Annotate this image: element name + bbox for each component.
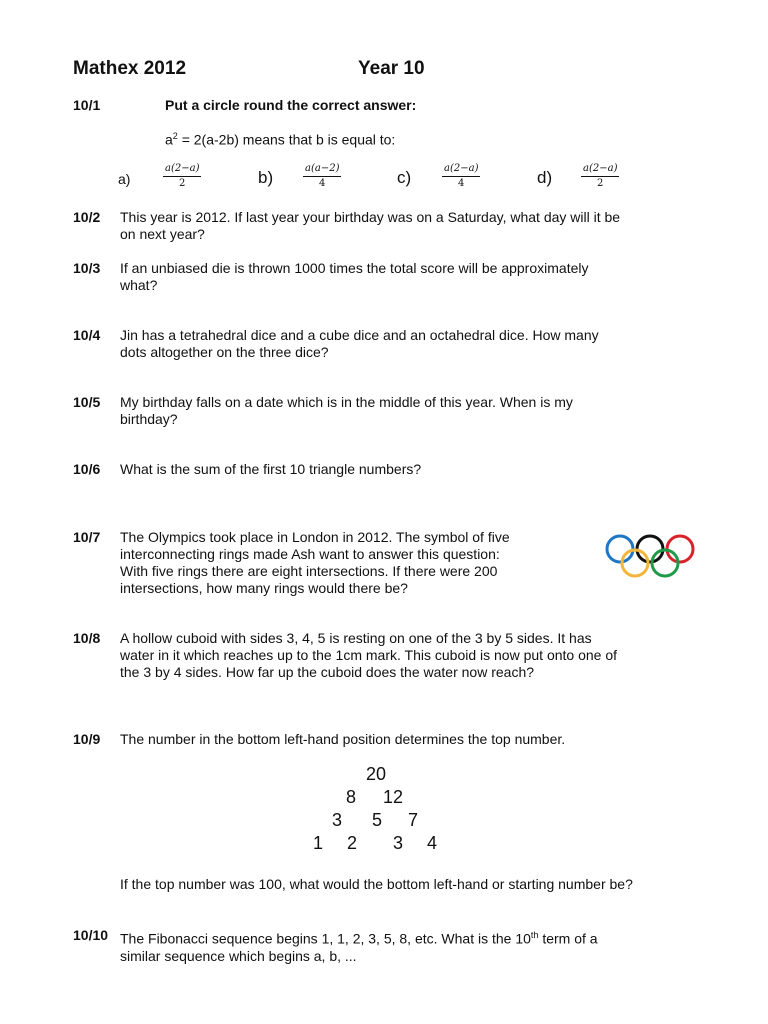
q8-text: A hollow cuboid with sides 3, 4, 5 is resting on one of the 3 by 5 sides. It has water in it which reaches up to the 1cm mark. This cuboid is now put onto one of the 3 by 4 sides. How far up the cuboid does the water now reach?	[120, 630, 617, 680]
option-d-fraction[interactable]: $\frac{a(2-a)}{2}$	[583, 163, 618, 189]
question-number: 10/10	[73, 927, 109, 943]
triangle-number: 7	[408, 810, 419, 830]
triangle-number: 3	[332, 810, 343, 830]
option-b-fraction[interactable]: $\frac{a(a-2)}{4}$	[305, 163, 340, 189]
option-d-label[interactable]: d)	[537, 168, 553, 187]
page-title: Mathex 2012	[73, 58, 187, 79]
question-number: 10/3	[73, 260, 101, 276]
question-number: 10/9	[73, 731, 101, 747]
triangle-number: 2	[347, 833, 358, 853]
q1-stem: $a^2 = 2(a-2b)$ means that b is equal to:	[165, 131, 396, 148]
q3-text: If an unbiased die is thrown 1000 times the total score will be approximately what?	[120, 260, 589, 293]
q5-text: My birthday falls on a date which is in the middle of this year. When is my birthday?	[120, 394, 573, 427]
triangle-number: 5	[372, 810, 383, 830]
triangle-number: 4	[427, 833, 438, 853]
option-a-fraction[interactable]: $\frac{a(2-a)}{2}$	[165, 163, 200, 189]
q1-instruction: Put a circle round the correct answer:	[165, 97, 417, 113]
question-number: 10/7	[73, 529, 101, 545]
option-c-label[interactable]: c)	[397, 168, 412, 187]
option-b-label[interactable]: b)	[258, 168, 274, 187]
q2-text: This year is 2012. If last year your birthday was on a Saturday, what day will it be on next year?	[120, 209, 621, 242]
year-label: Year 10	[358, 58, 425, 79]
olympic-rings-icon	[603, 530, 697, 580]
triangle-bottom-left-number: 1	[313, 833, 324, 853]
q7-text: The Olympics took place in London in 2012. The symbol of five interconnecting rings made Ash want to answer this question: With five rings there are eight intersections. If there were 200 intersections, how many rings would there be?	[120, 529, 510, 596]
option-a-label[interactable]: a)	[118, 171, 131, 187]
question-number: 10/4	[73, 327, 101, 343]
triangle-number: 8	[346, 787, 357, 807]
question-number: 10/6	[73, 461, 101, 477]
question-number: 10/5	[73, 394, 101, 410]
triangle-number: 12	[383, 787, 404, 807]
q10-text: The Fibonacci sequence begins 1, 1, 2, 3, 5, 8, etc. What is the 10th term of a similar sequence which begins a, b, ...	[120, 930, 598, 964]
q9-text: The number in the bottom left-hand position determines the top number.	[120, 731, 566, 747]
question-number: 10/2	[73, 209, 101, 225]
q9-followup-text: If the top number was 100, what would the bottom left-hand or starting number be?	[120, 876, 633, 892]
option-c-fraction[interactable]: $\frac{a(2-a)}{4}$	[444, 163, 479, 189]
triangle-number: 3	[393, 833, 404, 853]
question-number: 10/8	[73, 630, 101, 646]
question-number: 10/1	[73, 97, 101, 113]
q4-text: Jin has a tetrahedral dice and a cube dice and an octahedral dice. How many dots altogether on the three dice?	[120, 327, 599, 360]
triangle-top-number: 20	[366, 764, 387, 784]
q6-text: What is the sum of the first 10 triangle numbers?	[120, 461, 422, 477]
